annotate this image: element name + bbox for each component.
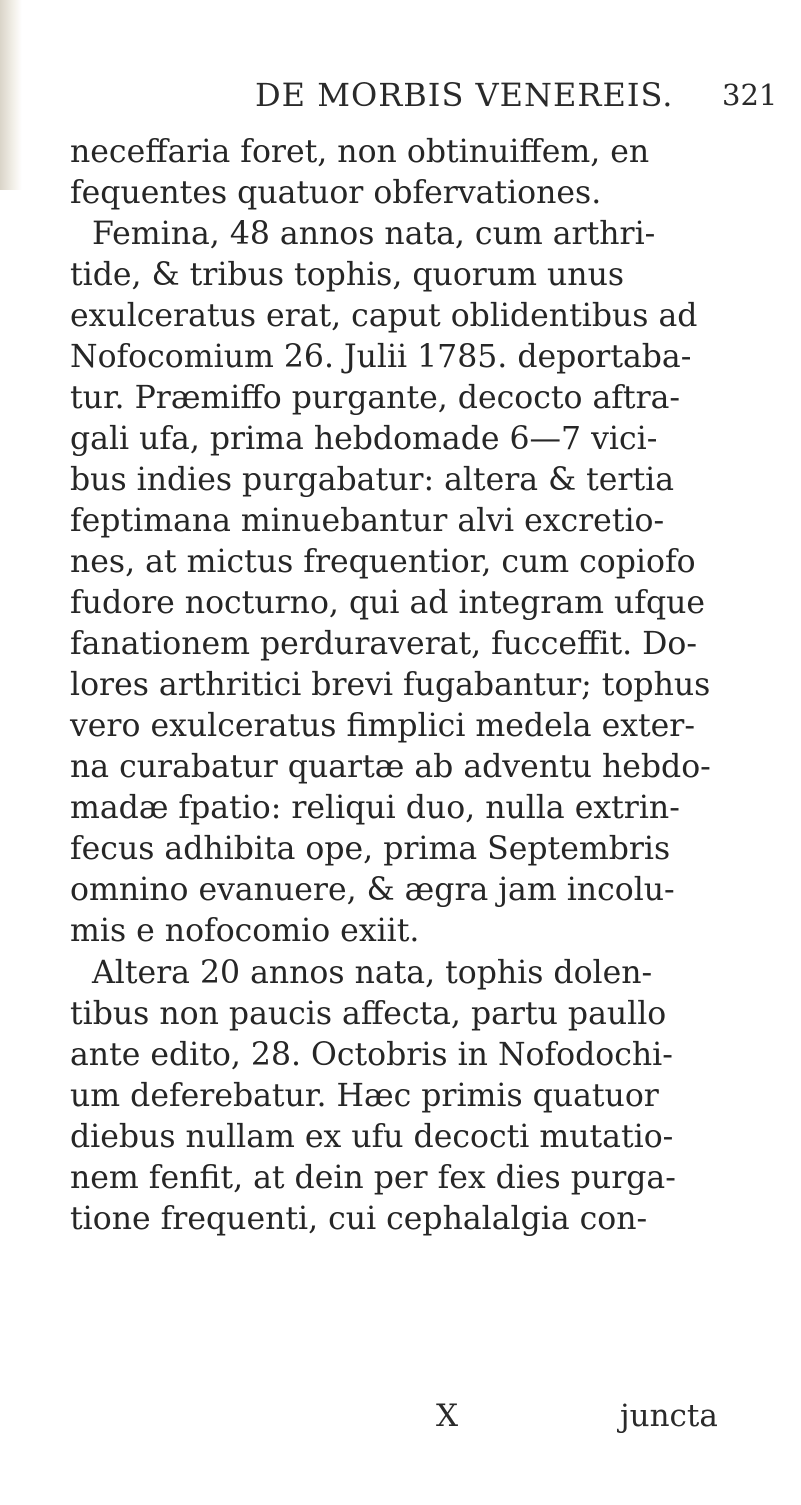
text-line: lores arthritici brevi fugabantur; tophus [70, 667, 711, 703]
text-line: fanationem perduraverat, fucceffit. Do- [70, 626, 698, 662]
text-line: na curabatur quartæ ab adventu hebdo- [70, 749, 711, 785]
text-line: vero exulceratus fimplici medela exter- [70, 708, 696, 744]
text-line: tide, & tribus tophis, quorum unus [70, 257, 625, 293]
running-title: DE MORBIS VENEREIS. [255, 76, 674, 114]
text-line: mis e nofocomio exiit. [70, 913, 420, 949]
text-line: Altera 20 annos nata, tophis dolen- [92, 955, 653, 991]
text-line: nem fenfit, at dein per fex dies purga- [70, 1160, 676, 1196]
text-line: bus indies purgabatur: altera & tertia [70, 462, 675, 498]
text-line: diebus nullam ex ufu decocti mutatio- [70, 1119, 674, 1155]
text-line: nes, at mictus frequentior, cum copiofo [70, 544, 696, 580]
text-line: omnino evanuere, & ægra jam incolu- [70, 872, 675, 908]
running-header [0, 72, 801, 122]
text-line: fequentes quatuor obfervationes. [70, 175, 602, 211]
text-line: tione frequenti, cui cephalalgia con- [70, 1201, 648, 1237]
page-number: 321 [722, 78, 778, 112]
catchword: juncta [620, 1398, 718, 1434]
text-line: neceffaria foret, non obtinuiffem, en [70, 134, 650, 170]
text-line: gali ufa, prima hebdomade 6—7 vici- [70, 421, 658, 457]
text-line: tibus non paucis affecta, partu paullo [70, 996, 667, 1032]
signature-mark: X [436, 1398, 459, 1434]
text-line: ante edito, 28. Octobris in Nofodochi- [70, 1037, 673, 1073]
text-line: fecus adhibita ope, prima Septembris [70, 831, 671, 867]
page-footer [0, 1398, 801, 1448]
text-line: feptimana minuebantur alvi excretio- [70, 503, 665, 539]
text-line: Nofocomium 26. Julii 1785. deportaba- [70, 339, 692, 375]
text-line: tur. Præmiffo purgante, decocto aftra- [70, 380, 681, 416]
text-line: exulceratus erat, caput oblidentibus ad [70, 298, 698, 334]
text-line: madæ fpatio: reliqui duo, nulla extrin- [70, 790, 680, 826]
text-line: um deferebatur. Hæc primis quatuor [70, 1078, 659, 1114]
text-line: Femina, 48 annos nata, cum arthri- [92, 216, 656, 252]
text-line: fudore nocturno, qui ad integram ufque [70, 585, 706, 621]
